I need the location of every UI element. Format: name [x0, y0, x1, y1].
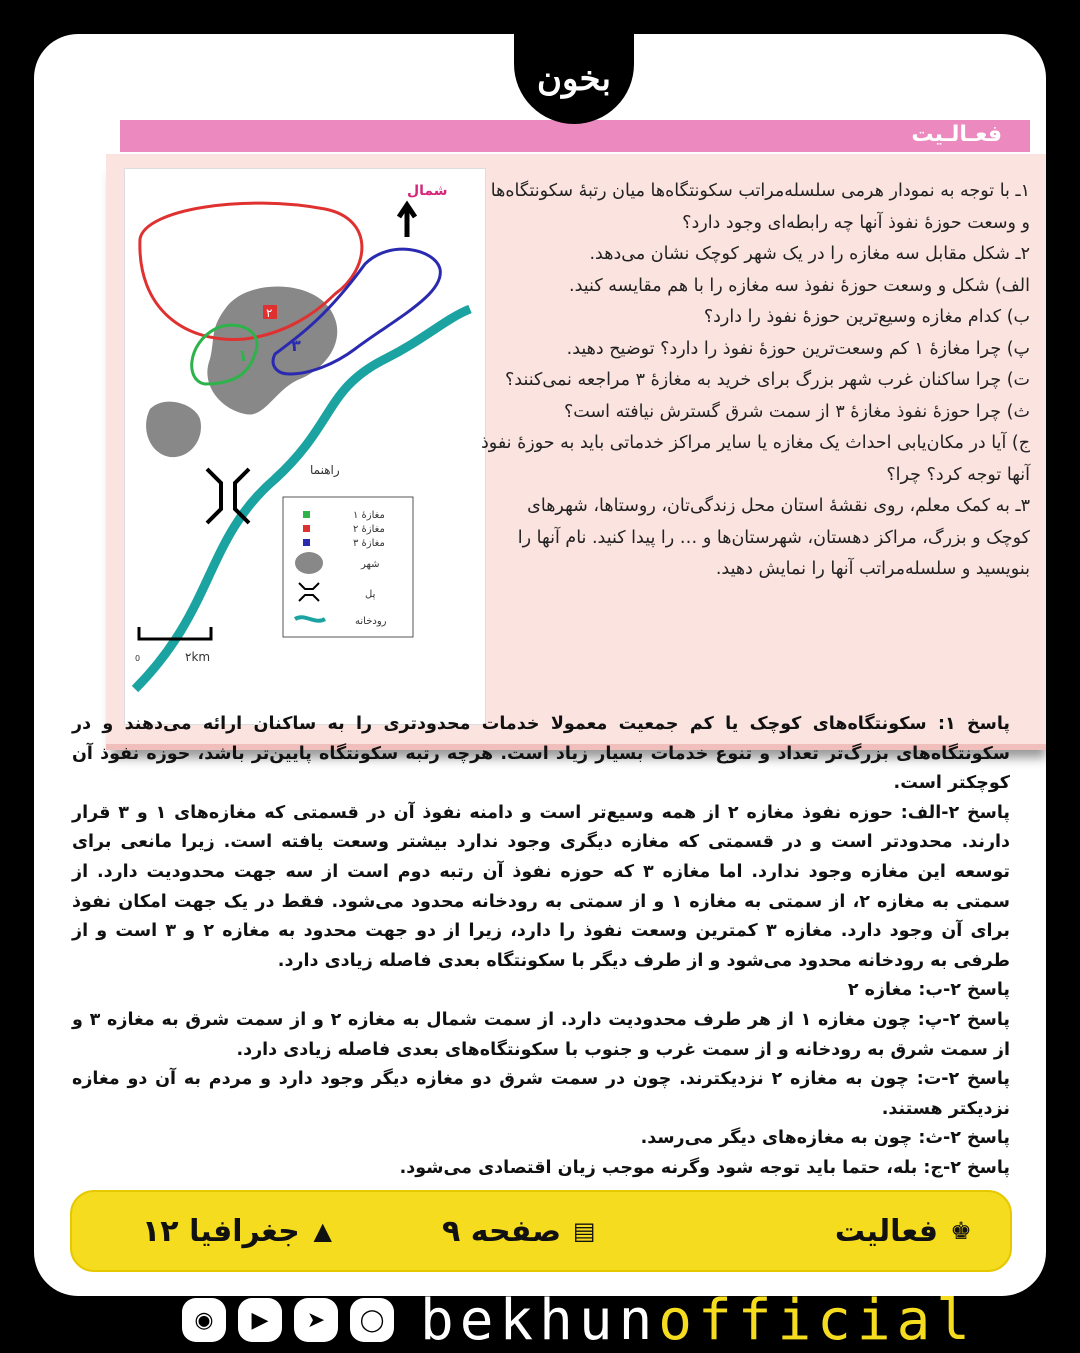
content-card: [34, 34, 1046, 1296]
question: ث) چرا حوزهٔ نفوذ مغازهٔ ۳ از سمت شرق گسترش نیافته است؟: [564, 401, 1030, 422]
telegram-icon[interactable]: ➤: [294, 1298, 338, 1342]
answer-paragraph: پاسخ ۲-ب: مغازه ۲: [847, 980, 1010, 1001]
answer-paragraph: پاسخ ۲-ج: بله، حتما باید توجه شود وگرنه موجب زیان اقتصادی می‌شود.: [399, 1157, 1010, 1178]
answer-paragraph: پاسخ ۱: سکونتگاه‌های کوچک یا کم جمعیت معمولا خدمات محدودتری را به ساکنان ارائه می‌دهند و در سکونتگاه‌های بزرگ‌تر تعداد و تنوع خدمات بسیار زیاد است. هرچه رتبه سکونتگاه پایین‌تر باشد، حوزه نفوذ آن کوچکتر است.: [72, 714, 1010, 794]
legend-shop2: مغازهٔ ۲: [353, 524, 385, 535]
textbook-scan: [84, 84, 1046, 704]
north-arrow-icon: [399, 205, 415, 237]
answer-paragraph: پاسخ ۲-ث: چون به مغازه‌های دیگر می‌رسد.: [640, 1128, 1010, 1149]
footer-page: [442, 1192, 599, 1270]
brand-handle[interactable]: [420, 1288, 976, 1353]
question: پ) چرا مغازهٔ ۱ کم وسعت‌ترین حوزهٔ نفوذ را دارد؟ توضیح دهید.: [566, 338, 1030, 359]
answer-paragraph: پاسخ ۲-پ: چون مغازه ۱ از هر طرف محدودیت دارد. از سمت شمال به مغازه ۲ و از سمت شرق به مغازه ۳ و از سمت شرق به رودخانه و از سمت غرب و جنوب با سکونتگاه‌های بعدی فاصله زیادی دارد.: [72, 1009, 1010, 1060]
social-bar: [0, 1287, 1080, 1353]
footer-bar: [70, 1190, 1012, 1272]
answer-paragraph: پاسخ ۲-الف: حوزه نفوذ مغازه ۲ از همه وسیع‌تر است و دامنه نفوذ آن در قسمتی که مغازه‌های ۱ و ۳ قرار دارند. محدودتر است و در قسمتی که مغازه دیگری وجود ندارد بیشتر وسعت یافته است. زیرا مانعی برای توسعه این مغازه وجود ندارد. اما مغازه ۳ که حوزه نفوذ آن رتبه دوم است از سه جهت محدودیت دارد. از سمتی به مغازه ۲، از سمتی به مغازه ۱ و از سمتی به رودخانه محدود می‌شود. فقط در یک جهت امکان نفوذ برای آن وجود دارد. مغازه ۳ کمترین وسعت نفوذ را دارد، زیرا از دو جهت محدود به مغازه ۲ و ۳ است و از طرفی به رودخانه محدود می‌شود و از طرف دیگر با سکونتگاه بعدی فاصله زیادی دارد.: [72, 802, 1010, 971]
answer-paragraph: پاسخ ۲-ت: چون به مغازه ۲ نزدیکترند. چون در سمت شرق دو مغازه دیگر وجود دارد و مردم به آن دو مغازه نزدیکتر هستند.: [72, 1069, 1010, 1119]
instagram-icon[interactable]: ◯: [350, 1298, 394, 1342]
shop3-label: ۳: [291, 336, 301, 355]
answers: [72, 710, 1010, 1184]
north-label: شمال: [407, 183, 448, 199]
influence-map: [124, 168, 486, 725]
question: ب) کدام مغازه وسیع‌ترین حوزهٔ نفوذ را دارد؟: [703, 307, 1030, 327]
scale-label: ۲km: [185, 650, 211, 664]
brand-part1: bekhun: [420, 1287, 659, 1353]
footer-subject: [142, 1192, 338, 1270]
teacher-icon: ♚: [950, 1217, 972, 1245]
question: ۳ـ به کمک معلم، روی نقشهٔ استان محل زندگی‌تان، روستاها، شهرهای کوچک و بزرگ، مراکز دهستان، شهرستان‌ها و … را پیدا کنید. نام آنها را بنویسید و سلسله‌مراتب آنها را نمایش دهید.: [517, 496, 1030, 579]
question: ۱ـ با توجه به نمودار هرمی سلسله‌مراتب سکونتگاه‌ها میان رتبهٔ سکونتگاه‌ها و وسعت حوزهٔ نفوذ آنها چه رابطه‌ای وجود دارد؟: [490, 181, 1030, 233]
legend-bridge: پل: [365, 589, 376, 600]
shop1-label: ۱: [238, 346, 248, 365]
question: ت) چرا ساکنان غرب شهر بزرگ برای خرید به مغازهٔ ۳ مراجعه نمی‌کنند؟: [504, 370, 1030, 390]
legend-river: رودخانه: [355, 616, 387, 627]
footer-activity-label: فعالیت: [834, 1213, 938, 1249]
footer-subject-label: جغرافیا ۱۲: [142, 1213, 300, 1249]
question: ۲ـ شکل مقابل سه مغازه را در یک شهر کوچک نشان می‌دهد.: [589, 244, 1030, 264]
activity-panel: [106, 154, 1046, 750]
footer-page-label: صفحه ۹: [442, 1213, 562, 1249]
brand-part2: official: [658, 1287, 977, 1353]
city-area-south: [146, 402, 201, 458]
legend-shop3: مغازهٔ ۳: [353, 538, 385, 549]
graduation-cap-icon: ▲: [313, 1217, 332, 1245]
shop2-label: ۲: [266, 306, 273, 320]
question: الف) شکل و وسعت حوزهٔ نفوذ سه مغازه را با هم مقایسه کنید.: [569, 275, 1030, 296]
logo-text: بخون: [537, 59, 611, 99]
map-graphic: [125, 169, 485, 724]
bridge-icon: [207, 469, 249, 523]
activity-header-bar: [120, 120, 1030, 152]
legend-city: شهر: [361, 559, 380, 570]
book-icon: ▤: [572, 1217, 596, 1245]
legend-title: راهنما: [310, 463, 340, 477]
footer-activity: [835, 1192, 976, 1270]
youtube-icon[interactable]: ▶: [238, 1298, 282, 1342]
question-list: [480, 176, 1030, 586]
scale-zero: 0: [135, 654, 141, 663]
legend-shop1: مغازهٔ ۱: [353, 510, 385, 521]
film-reel-icon[interactable]: ◉: [182, 1298, 226, 1342]
activity-header-title: فعـالـيت: [911, 122, 1002, 147]
question: ج) آیا در مکان‌یابی احداث یک مغازه یا سایر مراکز خدماتی باید به حوزهٔ نفوذ آنها توجه کرد؟ چرا؟: [480, 433, 1030, 485]
